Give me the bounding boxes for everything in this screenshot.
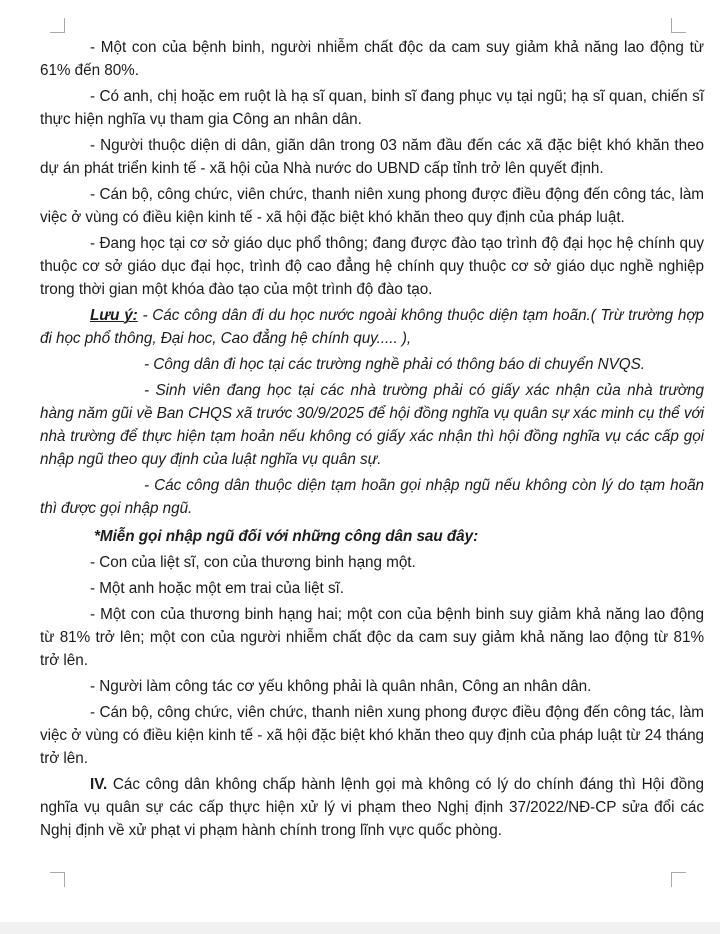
exemption-item: - Một anh hoặc một em trai của liệt sĩ. xyxy=(90,580,344,597)
section-iv-text: Các công dân không chấp hành lệnh gọi mà không có lý do chính đáng thì Hội đồng nghĩa vụ quân sự các cấp thực hiện xử lý vi phạm theo Nghị định 37/2022/NĐ-CP sửa đổi các Nghị định về xử phạt vi phạm hành chính trong lĩnh vực quốc phòng. xyxy=(40,776,704,839)
note-text: - Các công dân đi du học nước ngoài không thuộc diện tạm hoãn.( Trừ trường hợp đi học phổ thông, Đại hoc, Cao đẳng hệ chính quy..... ), xyxy=(40,307,704,347)
page-corner-mark-top-left xyxy=(50,18,65,33)
page-corner-mark-bottom-left xyxy=(50,872,65,887)
section-iv-paragraph xyxy=(40,773,704,842)
exemption-item: - Người làm công tác cơ yếu không phải là quân nhân, Công an nhân dân. xyxy=(90,678,592,695)
note-item: - Sinh viên đang học tại các nhà trường phải có giấy xác nhận của nhà trường hàng năm gũi về Ban CHQS xã trước 30/9/2025 để hội đồng nghĩa vụ quân sự xác minh cụ thể với nhà trường để thực hiện tạm hoản nếu không có giấy xác nhận thì hội đồng nghĩa vụ các cấp gọi nhập ngũ theo quy định của luật nghĩa vụ quân sự. xyxy=(40,382,704,468)
note-item: - Công dân đi học tại các trường nghề phải có thông báo di chuyển NVQS. xyxy=(144,356,645,373)
note-label: Lưu ý: xyxy=(90,307,138,324)
deferment-item: - Người thuộc diện di dân, giãn dân trong 03 năm đầu đến các xã đặc biệt khó khăn theo dự án phát triển kinh tế - xã hội của Nhà nước do UBND cấp tỉnh trở lên quyết định. xyxy=(40,137,704,177)
section-iv-label: IV. xyxy=(90,776,108,793)
exemption-heading: *Miễn gọi nhập ngũ đối với những công dân sau đây: xyxy=(94,528,479,545)
deferment-item: - Cán bộ, công chức, viên chức, thanh niên xung phong được điều động đến công tác, làm việc ở vùng có điều kiện kinh tế - xã hội đặc biệt khó khăn theo quy định của pháp luật. xyxy=(40,186,704,226)
document-page xyxy=(40,36,704,842)
note-item: - Các công dân thuộc diện tạm hoãn gọi nhập ngũ nếu không còn lý do tạm hoãn thì được gọi nhập ngũ. xyxy=(40,477,704,517)
note-paragraph xyxy=(40,304,704,350)
page-corner-mark-top-right xyxy=(671,18,686,33)
deferment-item: - Đang học tại cơ sở giáo dục phổ thông; đang được đào tạo trình độ đại học hệ chính quy thuộc cơ sở giáo dục đại học, trình độ cao đẳng hệ chính quy thuộc cơ sở giáo dục nghề nghiệp trong thời gian một khóa đào tạo của một trình độ đào tạo. xyxy=(40,235,704,298)
exemption-item: - Con của liệt sĩ, con của thương binh hạng một. xyxy=(90,554,416,571)
page-corner-mark-bottom-right xyxy=(671,872,686,887)
exemption-item: - Cán bộ, công chức, viên chức, thanh niên xung phong được điều động đến công tác, làm việc ở vùng có điều kiện kinh tế - xã hội đặc biệt khó khăn theo quy định của pháp luật từ 24 tháng trở lên. xyxy=(40,704,704,767)
exemption-item: - Một con của thương binh hạng hai; một con của bệnh binh suy giảm khả năng lao động từ 81% trở lên; một con của người nhiễm chất độc da cam suy giảm khả năng lao động từ 81% trở lên. xyxy=(40,606,704,669)
deferment-item: - Có anh, chị hoặc em ruột là hạ sĩ quan, binh sĩ đang phục vụ tại ngũ; hạ sĩ quan, chiến sĩ thực hiện nghĩa vụ tham gia Công an nhân dân. xyxy=(40,88,704,128)
page-bottom-strip xyxy=(0,922,720,934)
deferment-item: - Một con của bệnh binh, người nhiễm chất độc da cam suy giảm khả năng lao động từ 61% đến 80%. xyxy=(40,39,704,79)
